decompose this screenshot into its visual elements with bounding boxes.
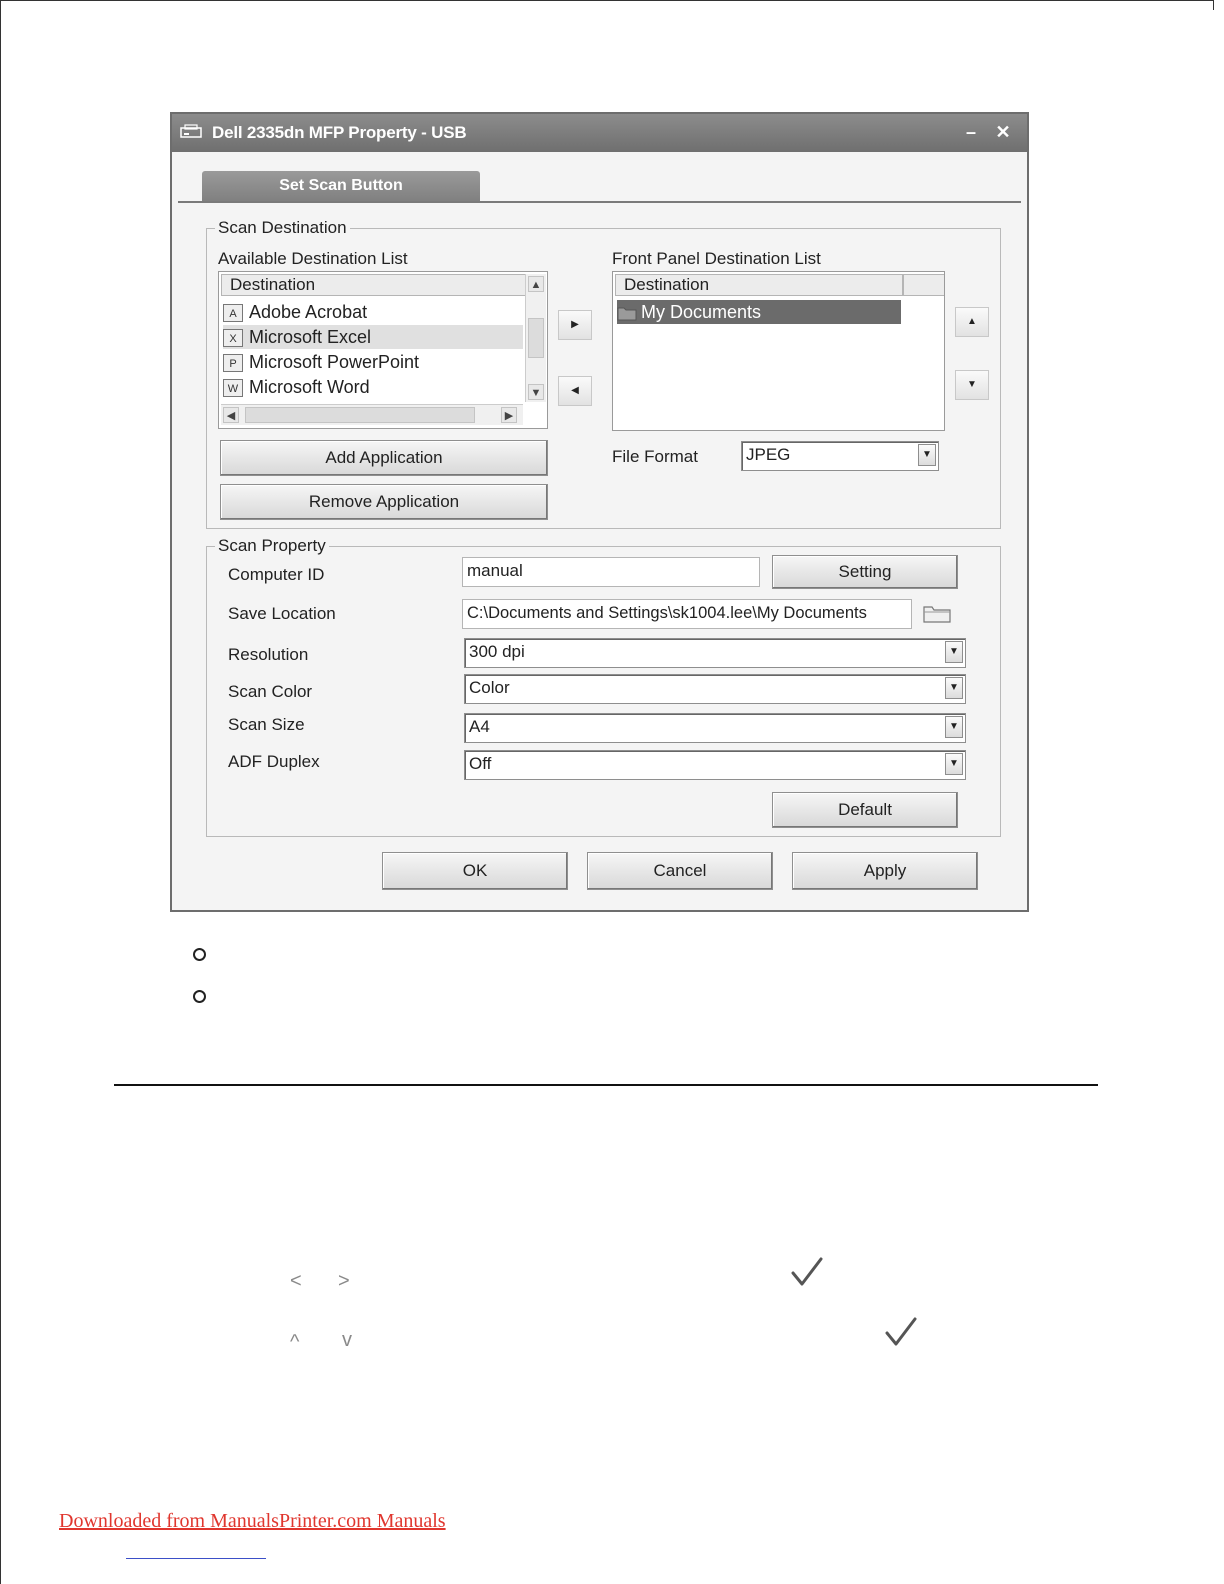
- scan-color-value: Color: [469, 678, 510, 697]
- tab-divider: [178, 201, 1021, 203]
- down-arrow-glyph: v: [342, 1329, 352, 1351]
- front-panel-destination-header[interactable]: Destination: [615, 274, 903, 296]
- ok-button[interactable]: OK: [382, 852, 568, 890]
- resolution-select[interactable]: [464, 638, 966, 668]
- list-item-adobe-acrobat[interactable]: [223, 300, 523, 324]
- save-location-field[interactable]: C:\Documents and Settings\sk1004.lee\My Documents: [462, 599, 912, 629]
- list-item-microsoft-word[interactable]: [223, 375, 523, 399]
- scroll-down-icon[interactable]: ▼: [528, 384, 544, 400]
- scan-destination-legend: Scan Destination: [218, 218, 347, 237]
- printer-icon: [180, 124, 202, 140]
- list-item-label: Adobe Acrobat: [249, 302, 368, 322]
- title-bar[interactable]: [172, 114, 1027, 152]
- computer-id-field[interactable]: manual: [462, 557, 760, 587]
- scan-color-select[interactable]: [464, 674, 966, 704]
- resolution-label: Resolution: [228, 645, 309, 664]
- folder-icon[interactable]: [922, 602, 952, 624]
- scan-size-value: A4: [469, 717, 490, 736]
- minimize-button[interactable]: –: [965, 122, 976, 142]
- list-header-extra: [903, 274, 945, 296]
- scroll-right-icon[interactable]: ▶: [501, 407, 517, 423]
- chevron-down-icon[interactable]: ▼: [918, 444, 936, 466]
- remove-application-button[interactable]: Remove Application: [220, 484, 548, 520]
- apply-button[interactable]: Apply: [792, 852, 978, 890]
- file-format-value: JPEG: [746, 445, 791, 464]
- chevron-down-icon[interactable]: ▼: [945, 753, 963, 775]
- tab-set-scan-button[interactable]: Set Scan Button: [202, 171, 480, 201]
- list-item-label: Microsoft PowerPoint: [249, 352, 420, 372]
- list-item-label: My Documents: [641, 302, 762, 322]
- acrobat-icon: A: [223, 304, 243, 322]
- vertical-scrollbar[interactable]: [525, 274, 546, 402]
- arrow-down-icon: ▼: [967, 379, 977, 390]
- chevron-down-icon[interactable]: ▼: [945, 677, 963, 699]
- move-right-button[interactable]: [558, 310, 592, 340]
- move-up-button[interactable]: [955, 307, 989, 337]
- list-item-label: Microsoft Word: [249, 377, 370, 397]
- bullet-point: [193, 948, 206, 961]
- cancel-button[interactable]: Cancel: [587, 852, 773, 890]
- scan-size-select[interactable]: [464, 713, 966, 743]
- chevron-down-icon[interactable]: ▼: [945, 716, 963, 738]
- default-button[interactable]: Default: [772, 792, 958, 828]
- word-icon: W: [223, 379, 243, 397]
- scroll-up-icon[interactable]: ▲: [528, 276, 544, 292]
- add-application-button[interactable]: Add Application: [220, 440, 548, 476]
- adf-duplex-select[interactable]: [464, 750, 966, 780]
- arrow-up-icon: ▲: [967, 316, 977, 327]
- footer-download-link[interactable]: Downloaded from ManualsPrinter.com Manuals: [59, 1510, 446, 1532]
- front-panel-destination-label: Front Panel Destination List: [612, 249, 821, 268]
- page-border: [0, 0, 1214, 1]
- scan-color-label: Scan Color: [228, 682, 313, 701]
- list-item-microsoft-excel[interactable]: [223, 325, 523, 349]
- available-destination-label: Available Destination List: [218, 249, 408, 268]
- folder-icon: [617, 305, 637, 321]
- arrow-left-icon: ◀: [571, 385, 579, 396]
- page-border: [0, 0, 1, 1584]
- move-left-button[interactable]: [558, 376, 592, 406]
- list-item-label: Microsoft Excel: [249, 327, 372, 347]
- page-border: [1213, 0, 1214, 10]
- save-location-label: Save Location: [228, 604, 336, 623]
- horizontal-scrollbar[interactable]: [221, 404, 523, 425]
- right-arrow-glyph: >: [338, 1270, 350, 1292]
- list-item-microsoft-powerpoint[interactable]: [223, 350, 523, 374]
- file-format-select[interactable]: [741, 441, 939, 471]
- available-destination-header[interactable]: Destination: [221, 274, 527, 296]
- close-button[interactable]: ✕: [995, 122, 1011, 142]
- available-destination-list[interactable]: [218, 271, 548, 429]
- adf-duplex-value: Off: [469, 754, 492, 773]
- window-title: Dell 2335dn MFP Property - USB: [212, 123, 467, 142]
- section-divider: [114, 1084, 1098, 1086]
- arrow-right-icon: ▶: [571, 319, 579, 330]
- file-format-label: File Format: [612, 447, 698, 466]
- scroll-left-icon[interactable]: ◀: [223, 407, 239, 423]
- up-arrow-glyph: ^: [290, 1331, 300, 1353]
- list-item-my-documents[interactable]: [617, 300, 901, 324]
- scroll-thumb[interactable]: [528, 318, 544, 358]
- front-panel-destination-list[interactable]: [612, 271, 945, 431]
- chevron-down-icon[interactable]: ▼: [945, 641, 963, 663]
- scan-property-legend: Scan Property: [218, 536, 326, 555]
- property-dialog: [170, 112, 1029, 912]
- move-down-button[interactable]: [955, 370, 989, 400]
- powerpoint-icon: P: [223, 354, 243, 372]
- checkmark-icon: [884, 1316, 918, 1348]
- left-arrow-glyph: <: [290, 1270, 302, 1292]
- excel-icon: X: [223, 329, 243, 347]
- footer-link-underline: [126, 1558, 266, 1559]
- bullet-point: [193, 990, 206, 1003]
- scroll-thumb[interactable]: [245, 407, 475, 423]
- checkmark-icon: [790, 1256, 824, 1288]
- computer-id-label: Computer ID: [228, 565, 325, 584]
- adf-duplex-label: ADF Duplex: [228, 752, 320, 771]
- scan-size-label: Scan Size: [228, 715, 305, 734]
- setting-button[interactable]: Setting: [772, 555, 958, 589]
- resolution-value: 300 dpi: [469, 642, 525, 661]
